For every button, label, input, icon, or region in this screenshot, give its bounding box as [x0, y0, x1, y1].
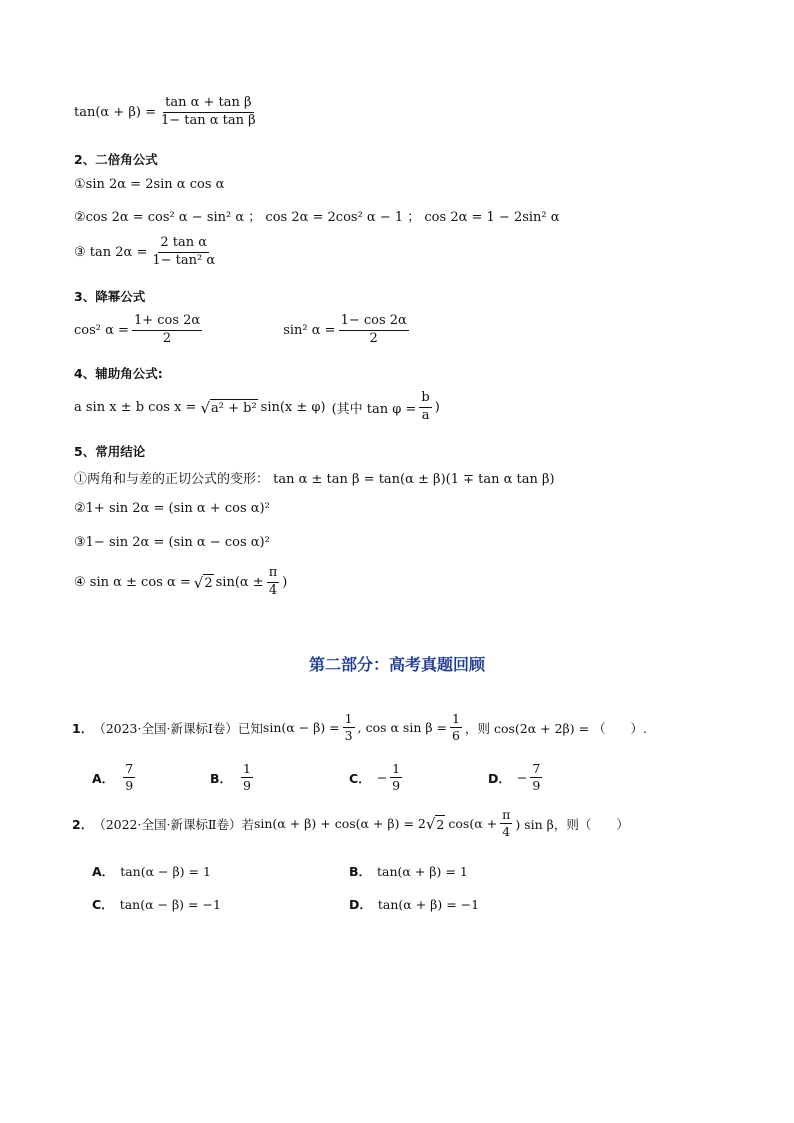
- question-ask: ，则 cos(2α + 2β) = （ ）.: [464, 720, 648, 736]
- option-text: tan(α + β) = 1: [377, 863, 468, 879]
- question-number: 1．: [72, 720, 94, 736]
- q2-option-b[interactable]: [349, 862, 468, 880]
- q1-option-a[interactable]: [92, 762, 138, 794]
- numerator: 1: [390, 762, 402, 778]
- numerator: 7: [123, 762, 135, 778]
- radicand: 2: [204, 575, 213, 591]
- question-source: （2023·全国·新课标Ⅰ卷）已知: [93, 720, 263, 736]
- fraction: [500, 808, 512, 840]
- note-close: ): [434, 399, 440, 415]
- denominator: 4: [502, 824, 511, 840]
- question-tail: ) sin β，则（ ）: [515, 816, 629, 832]
- option-label: D．: [488, 770, 511, 786]
- option-label: A．: [92, 770, 115, 786]
- fraction: [343, 712, 355, 744]
- square-root: √ 2: [193, 573, 213, 592]
- formula-lhs: tan(α + β) =: [74, 104, 156, 120]
- fraction: [132, 314, 202, 347]
- denominator: 9: [243, 778, 251, 794]
- heading-auxiliary-angle: 4、辅助角公式:: [74, 366, 163, 381]
- option-label: A．: [92, 864, 115, 879]
- formula-lhs: ④ sin α ± cos α =: [74, 574, 191, 590]
- fraction: [267, 566, 280, 599]
- option-sign: −: [376, 770, 388, 786]
- numerator: 1: [450, 712, 462, 728]
- option-sign: −: [516, 770, 528, 786]
- formula-auxiliary-angle: [74, 391, 440, 424]
- formula-power-reduction: [74, 314, 412, 347]
- numerator: π: [267, 566, 280, 583]
- numerator: b: [419, 391, 431, 408]
- q1-option-c[interactable]: [349, 762, 405, 794]
- numerator: 1+ cos 2α: [132, 314, 202, 331]
- formula-lhs: ③ tan 2α =: [74, 244, 148, 260]
- note-open: (其中 tan φ =: [331, 401, 417, 417]
- q2-option-c[interactable]: [92, 895, 221, 913]
- fraction: [159, 96, 258, 129]
- heading-power-reduction: 3、降幂公式: [74, 289, 146, 304]
- option-label: B．: [210, 770, 233, 786]
- heading-common-results: 5、常用结论: [74, 444, 146, 459]
- q2-option-a[interactable]: [92, 862, 211, 880]
- denominator: 2: [369, 330, 378, 346]
- numerator: tan α + tan β: [163, 96, 253, 113]
- numerator: 1: [241, 762, 253, 778]
- denominator: a: [421, 407, 430, 423]
- cos-open: cos(α +: [448, 816, 498, 832]
- result-tan-identity: ①两角和与差的正切公式的变形： tan α ± tan β = tan(α ± β)(1 ∓ tan α tan β): [74, 472, 555, 487]
- radicand: a² + b²: [211, 400, 257, 416]
- denominator: 9: [392, 778, 401, 794]
- result-sin-cos-sum: [74, 566, 287, 599]
- option-label: C．: [92, 897, 114, 912]
- denominator: 1− tan² α: [152, 252, 216, 268]
- formula-mid: sin(α ±: [215, 574, 264, 590]
- q2-option-d[interactable]: [349, 895, 479, 913]
- result-one-plus-sin: ②1+ sin 2α = (sin α + cos α)²: [74, 501, 270, 516]
- question-source: （2022·全国·新课标Ⅱ卷）若: [93, 816, 254, 832]
- option-label: C．: [349, 770, 371, 786]
- option-text: tan(α − β) = −1: [119, 896, 221, 912]
- q1-option-b[interactable]: [210, 762, 256, 794]
- denominator: 3: [344, 728, 353, 744]
- option-text: tan(α − β) = 1: [120, 863, 211, 879]
- formula-sin-double: ①sin 2α = 2sin α cos α: [74, 177, 225, 192]
- radicand: 2: [436, 817, 445, 833]
- question-expr: sin(α + β) + cos(α + β) = 2: [253, 816, 426, 832]
- formula-lhs: sin² α =: [283, 322, 336, 338]
- fraction: [150, 236, 217, 269]
- section-title: 第二部分：高考真题回顾: [308, 655, 485, 674]
- square-root: √ 2: [425, 815, 445, 834]
- formula-lhs: a sin x ± b cos x =: [74, 399, 197, 415]
- numerator: 1− cos 2α: [339, 314, 409, 331]
- heading-double-angle: 2、二倍角公式: [74, 152, 158, 167]
- formula-tan-sum: [74, 96, 261, 129]
- numerator: 2 tan α: [158, 236, 209, 253]
- formula-tan-double: [74, 236, 220, 269]
- numerator: π: [500, 808, 512, 824]
- square-root: √ a² + b²: [200, 398, 257, 417]
- question-1: [72, 712, 647, 744]
- question-number: 2．: [72, 816, 94, 832]
- given-1: sin(α − β) =: [262, 720, 340, 736]
- question-2: [72, 808, 629, 840]
- denominator: 9: [125, 778, 134, 794]
- fraction: [241, 762, 253, 794]
- numerator: 7: [530, 762, 542, 778]
- formula-rest: sin(x ± φ): [260, 399, 326, 415]
- option-text: tan(α + β) = −1: [377, 896, 480, 912]
- fraction: [339, 314, 409, 347]
- given-2: , cos α sin β =: [357, 720, 448, 736]
- fraction: [450, 712, 462, 744]
- formula-lhs: cos² α =: [74, 322, 129, 338]
- fraction: [419, 391, 431, 424]
- numerator: 1: [343, 712, 355, 728]
- fraction: [390, 762, 402, 794]
- denominator: 2: [162, 330, 172, 346]
- fraction: [530, 762, 542, 794]
- denominator: 6: [452, 728, 460, 744]
- formula-close: ): [282, 574, 288, 590]
- denominator: 1− tan α tan β: [160, 112, 256, 128]
- q1-option-d[interactable]: [488, 762, 545, 794]
- option-label: D．: [349, 897, 372, 912]
- denominator: 9: [532, 778, 541, 794]
- formula-cos-double: ②cos 2α = cos² α − sin² α ； cos 2α = 2cos² α − 1 ； cos 2α = 1 − 2sin² α: [74, 210, 560, 225]
- fraction: [123, 762, 135, 794]
- denominator: 4: [268, 582, 278, 598]
- option-label: B．: [349, 864, 372, 879]
- result-one-minus-sin: ③1− sin 2α = (sin α − cos α)²: [74, 535, 270, 550]
